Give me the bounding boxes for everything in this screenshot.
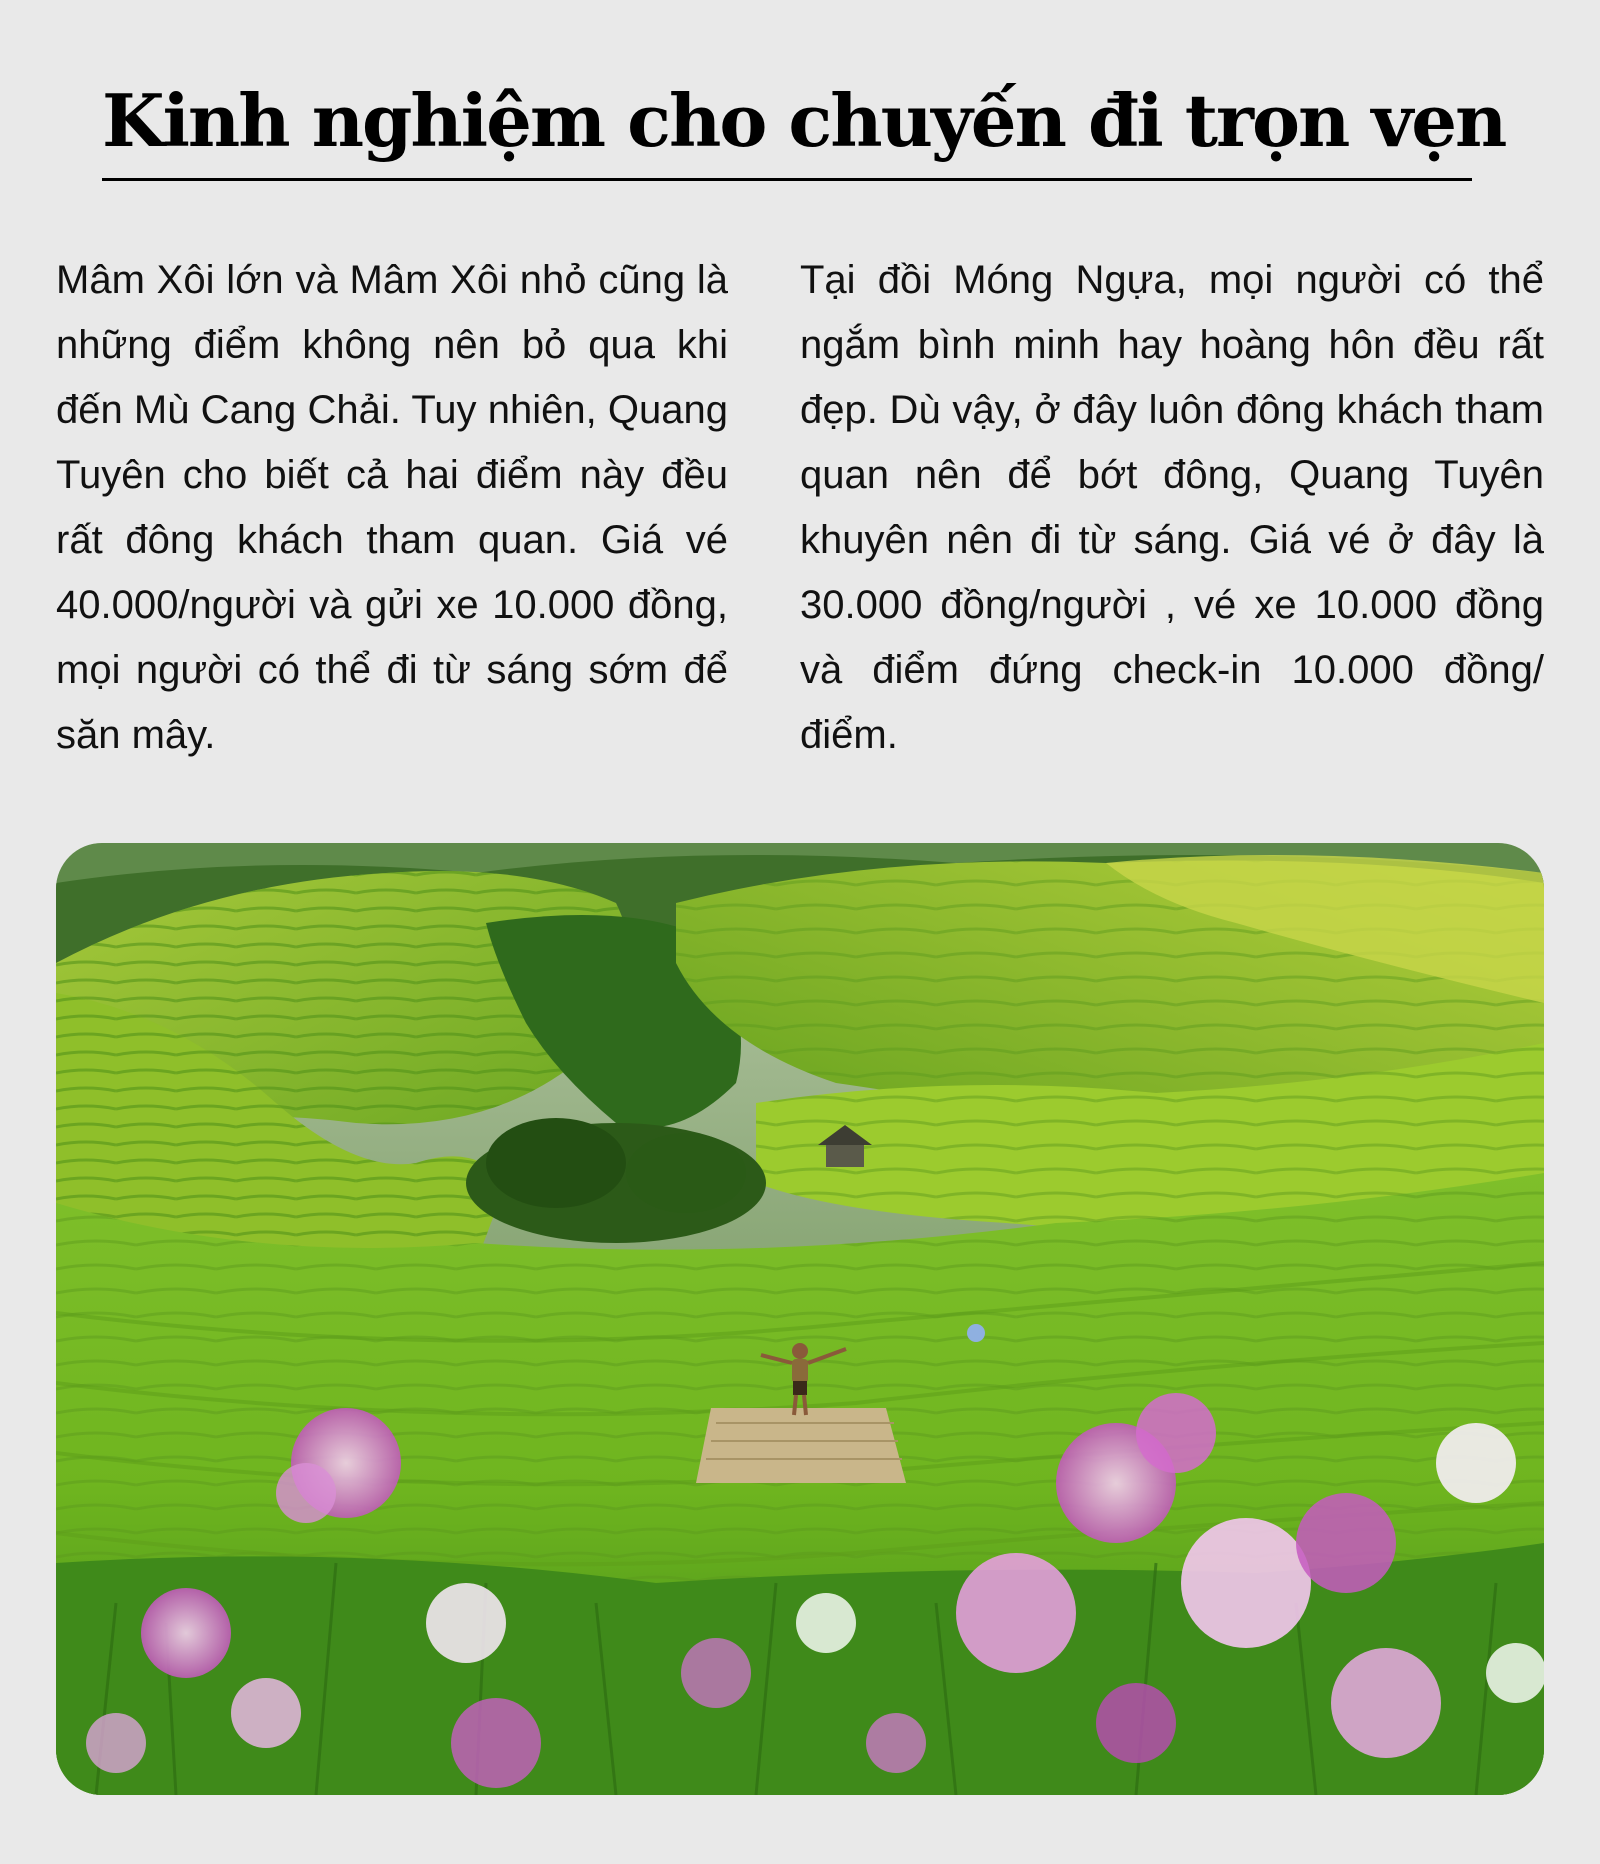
text-column-left: Mâm Xôi lớn và Mâm Xôi nhỏ cũng là những điểm không nên bỏ qua khi đến Mù Cang Chải. Tuy nhiên, Quang Tuyên cho biết cả hai điểm này đều rất đông khách tham quan. Giá vé 40.000/người và gửi xe 10.000 đồng, mọi người có thể đi từ sáng sớm để săn mây.	[56, 258, 728, 757]
page-title: Kinh nghiệm cho chuyến đi trọn vẹn	[102, 78, 1506, 163]
rice-terrace-photo	[56, 843, 1544, 1795]
text-column-right: Tại đồi Móng Ngựa, mọi người có thể ngắm bình minh hay hoàng hôn đều rất đẹp. Dù vậy, ở đây luôn đông khách tham quan nên để bớt đông, Quang Tuyên khuyên nên đi từ sáng. Giá vé ở đây là 30.000 đồng/người , vé xe 10.000 đồng và điểm đứng check-in 10.000 đồng/điểm.	[800, 258, 1544, 757]
title-underline	[102, 178, 1472, 181]
rice-terrace-illustration	[56, 843, 1544, 1795]
